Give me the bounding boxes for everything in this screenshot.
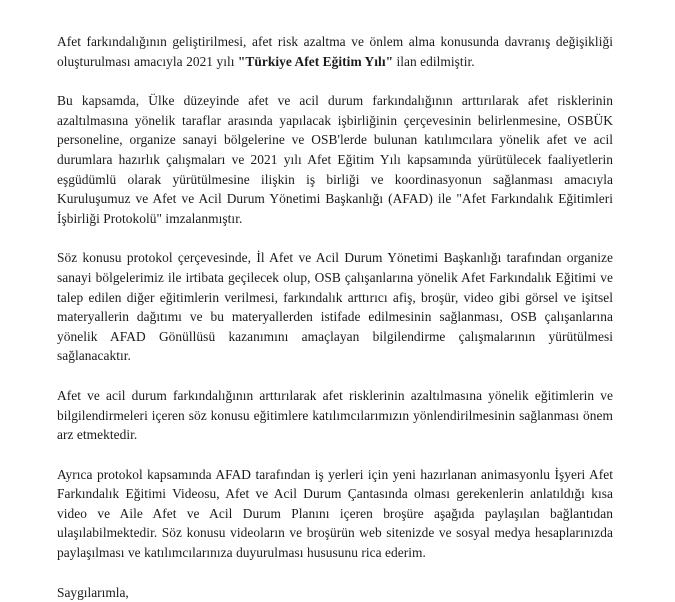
paragraph-materials: Ayrıca protokol kapsamında AFAD tarafından iş yerleri için yeni hazırlanan animasyonlu İşyeri Afet Farkındalık Eğitimi Videosu, Afet ve Acil Durum Çantasında olması gerekenlerin anlatıldığı kısa video ve Aile Afet ve Acil Durum Planını içeren broşüre aşağıda paylaşılan bağlantıdan ulaşılabilmektedir. Söz konusu videoların ve broşürün web sitenizde ve sosyal medya hesaplarınızda paylaşılması ve katılımcılarınıza duyurulması hususunu rica ederim. — [57, 466, 613, 561]
intro-text-end: ilan edilmiştir. — [393, 53, 475, 69]
closing-salutation: Saygılarımla, — [57, 584, 129, 600]
paragraph-protocol: Bu kapsamda, Ülke düzeyinde afet ve acil durum farkındalığının arttırılarak afet risklerinin azaltılmasına yönelik taraflar arasında yapılacak işbirliğinin çerçevesinin belirlenmesine, OSBÜK personeline, organize sanayi bölgelerine ve OSB'lerde bulunan katılımcılara yönelik afet ve acil durumlara hazırlık çalışmaları ve 2021 yılı Afet Eğitim Yılı kapsamında yürütülecek faaliyetlerin eşgüdümlü olarak yürütülmesine ilişkin iş birliği ve koordinasyonun sağlanması amacıyla Kuruluşumuz ve Afet ve Acil Durum Yönetimi Başkanlığı (AFAD) ile "Afet Farkındalık Eğitimleri İşbirliği Protokolü" imzalanmıştır. — [57, 93, 613, 226]
paragraph-intro — [57, 32, 613, 71]
paragraph-framework: Söz konusu protokol çerçevesinde, İl Afet ve Acil Durum Yönetimi Başkanlığı tarafından organize sanayi bölgelerimiz ile irtibata geçilecek olup, OSB çalışanlarına yönelik Afet Farkındalık Eğitimi ve talep edilen diğer eğitimlerin verilmesi, farkındalık arttırıcı afiş, broşür, video gibi görsel ve işitsel materyallerin dağıtımı ve bu materyallerden istifade edilmesinin sağlanması, OSB çalışanlarına yönelik AFAD Gönüllüsü kazanımını amaçlayan bilgilendirme çalışmalarının yürütülmesi sağlanacaktır. — [57, 250, 613, 364]
education-year-title: "Türkiye Afet Eğitim Yılı" — [237, 53, 394, 69]
paragraph-importance: Afet ve acil durum farkındalığının arttırılarak afet risklerinin azaltılmasına yönelik eğitimlerin ve bilgilendirmeleri içeren söz konusu eğitimlere katılımcılarımızın yönlendirilmesinin sağlanması önem arz etmektedir. — [57, 387, 613, 443]
intro-text: Afet farkındalığının geliştirilmesi, afet risk azaltma ve önlem alma konusunda davranış değişikliği oluşturulması amacıyla 2021 yılı — [57, 34, 613, 69]
